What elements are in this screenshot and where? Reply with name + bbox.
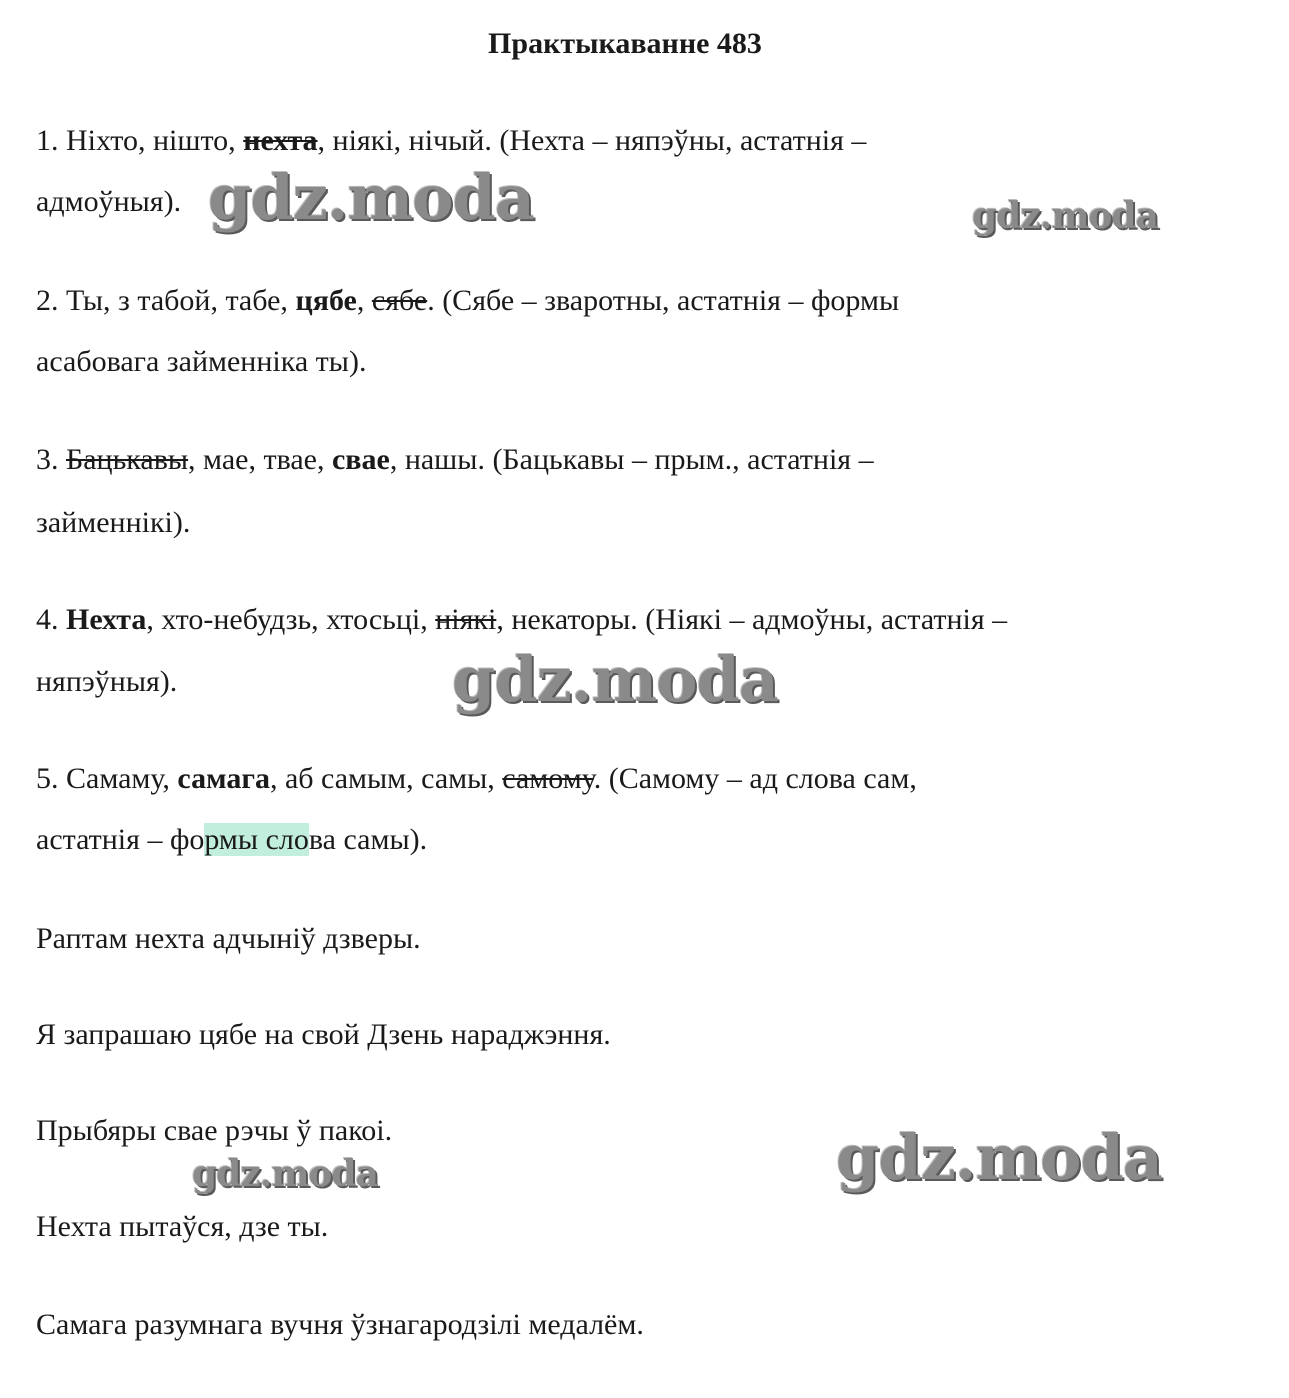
watermark-logo: gdz.moda bbox=[192, 1153, 378, 1195]
sentence-1: Раптам нехта адчыніў дзверы. bbox=[36, 922, 421, 955]
item-5-line-2-text-b: ва самы). bbox=[308, 823, 428, 856]
sentence-3: Прыбяры свае рэчы ў пакоі. bbox=[36, 1114, 393, 1147]
item-2-bold-word: цябе bbox=[295, 284, 357, 317]
item-5-text-a: 5. Самаму, bbox=[36, 762, 178, 795]
item-1-line-1 bbox=[36, 121, 866, 161]
highlighted-text: рмы сло bbox=[204, 823, 309, 856]
item-4-strike-word: ніякі bbox=[435, 603, 497, 636]
item-5-strike-word: самому bbox=[502, 762, 594, 795]
item-1-bold-strike-word: нехта bbox=[243, 124, 318, 157]
item-3-line-1 bbox=[36, 440, 874, 480]
watermark-logo: gdz.moda bbox=[836, 1121, 1162, 1194]
item-2-text-b: , bbox=[356, 284, 372, 317]
item-2-line-2: асабовага займенніка ты). bbox=[36, 345, 367, 378]
item-3-strike-word: Бацькавы bbox=[66, 443, 189, 476]
watermark-logo: gdz.moda bbox=[972, 195, 1158, 237]
item-4-text-c: , некаторы. (Ніякі – адмоўны, астатнія – bbox=[496, 603, 1008, 636]
item-1-line-2: адмоўныя). bbox=[36, 185, 182, 218]
item-5-text-b: , аб самым, самы, bbox=[269, 762, 503, 795]
watermark-logo: gdz.moda bbox=[208, 161, 534, 234]
item-3-text-b: , мае, тваe, bbox=[188, 443, 332, 476]
item-4-text-a: 4. bbox=[36, 603, 66, 636]
item-1-text-a: 1. Ніхто, нішто, bbox=[36, 124, 244, 157]
item-3-bold-word: свае bbox=[331, 443, 390, 476]
item-4-text-b: , хто-небудзь, хтосьці, bbox=[146, 603, 436, 636]
item-5-text-c: . (Самому – ад слова сам, bbox=[593, 762, 917, 795]
item-5-line-1 bbox=[36, 759, 917, 799]
sentence-4: Нехта пытаўся, дзе ты. bbox=[36, 1210, 329, 1243]
sentence-5: Самага разумнага вучня ўзнагародзілі медалём. bbox=[36, 1308, 644, 1341]
item-3-line-2: займеннікі). bbox=[36, 506, 191, 539]
item-4-line-2: няпэўныя). bbox=[36, 665, 178, 698]
item-2-text-c: . (Сябе – зваротны, астатнія – формы bbox=[427, 284, 900, 317]
page-title: Практыкаванне 483 bbox=[488, 27, 762, 60]
item-2-strike-word: сябе bbox=[371, 284, 428, 317]
item-4-line-1 bbox=[36, 600, 1007, 640]
item-2-line-1 bbox=[36, 281, 899, 321]
item-2-text-a: 2. Ты, з табой, табе, bbox=[36, 284, 296, 317]
item-3-text-a: 3. bbox=[36, 443, 66, 476]
item-4-bold-word: Нехта bbox=[66, 603, 147, 636]
item-1-text-b: , ніякі, нічый. (Нехта – няпэўны, астатнія – bbox=[317, 124, 867, 157]
watermark-logo: gdz.moda bbox=[452, 643, 778, 716]
item-5-line-2-text-a: астатнія – фо bbox=[36, 823, 205, 856]
item-3-text-c: , нашы. (Бацькавы – прым., астатнія – bbox=[389, 443, 874, 476]
sentence-2: Я запрашаю цябе на свой Дзень нараджэння. bbox=[36, 1018, 611, 1051]
item-5-bold-word: самага bbox=[177, 762, 270, 795]
item-5-line-2 bbox=[36, 820, 427, 860]
